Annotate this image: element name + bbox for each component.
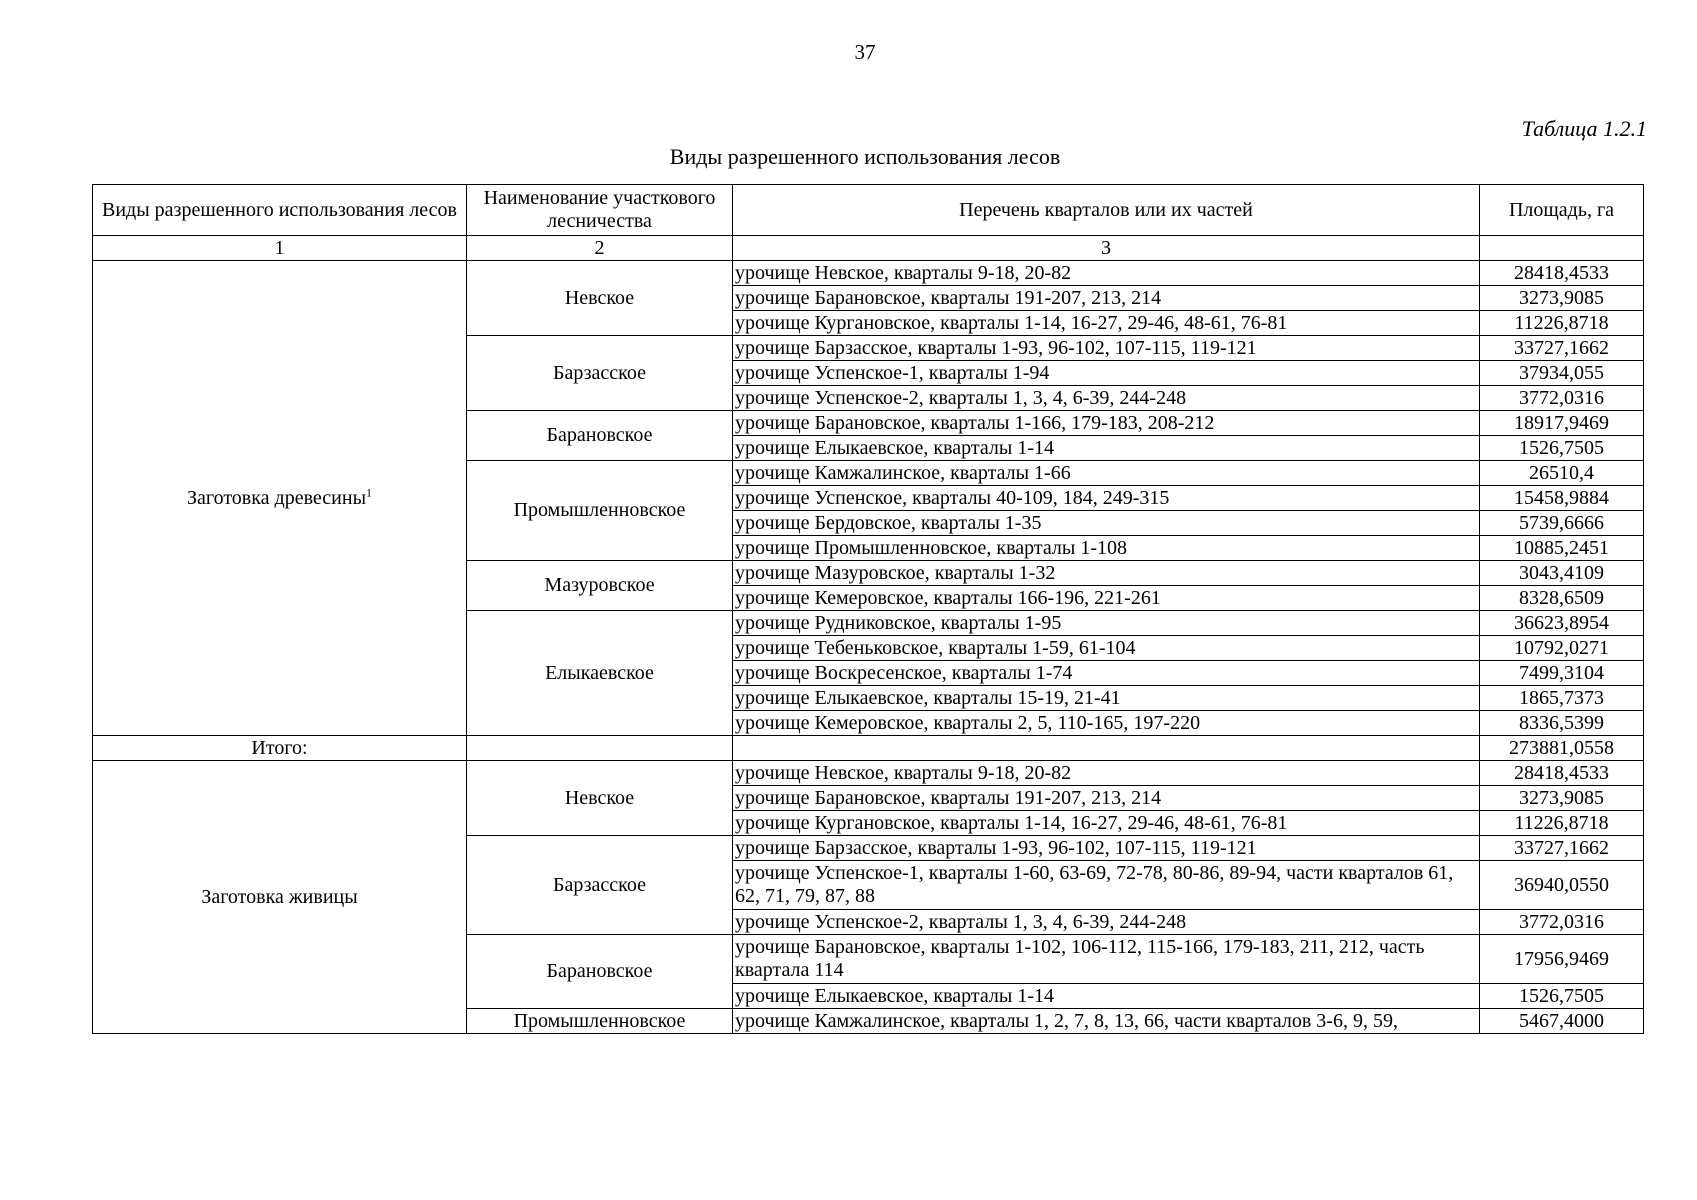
area-cell: 3043,4109 [1480, 561, 1644, 586]
area-cell: 1865,7373 [1480, 686, 1644, 711]
table-row [93, 261, 1644, 286]
column-number-row [93, 236, 1644, 261]
table-header-row [93, 185, 1644, 236]
area-cell: 11226,8718 [1480, 811, 1644, 836]
area-cell: 36940,0550 [1480, 861, 1644, 910]
use-type-label: Заготовка древесины [186, 486, 367, 509]
forestry-name: Мазуровское [467, 561, 733, 611]
area-cell: 26510,4 [1480, 461, 1644, 486]
quarters-cell: урочище Успенское-2, кварталы 1, 3, 4, 6-39, 244-248 [733, 386, 1480, 411]
quarters-cell: урочище Камжалинское, кварталы 1, 2, 7, 8, 13, 66, части кварталов 3-6, 9, 59, [733, 1009, 1480, 1034]
quarters-cell: урочище Успенское, кварталы 40-109, 184, 249-315 [733, 486, 1480, 511]
area-cell: 7499,3104 [1480, 661, 1644, 686]
group-resin-harvesting [93, 761, 1644, 1034]
quarters-cell: урочище Успенское-2, кварталы 1, 3, 4, 6-39, 244-248 [733, 910, 1480, 935]
quarters-cell: урочище Барановское, кварталы 1-102, 106-112, 115-166, 179-183, 211, 212, часть квартала 114 [733, 935, 1480, 984]
use-type-cell [93, 261, 467, 736]
total-value: 273881,0558 [1480, 736, 1644, 761]
header-quarters: Перечень кварталов или их частей [733, 185, 1480, 236]
quarters-cell: урочище Барзасское, кварталы 1-93, 96-102, 107-115, 119-121 [733, 836, 1480, 861]
area-cell: 5467,4000 [1480, 1009, 1644, 1034]
area-cell: 11226,8718 [1480, 311, 1644, 336]
area-cell: 1526,7505 [1480, 436, 1644, 461]
area-cell: 17956,9469 [1480, 935, 1644, 984]
page-number: 37 [854, 40, 876, 64]
forestry-name: Елыкаевское [467, 611, 733, 736]
area-cell: 15458,9884 [1480, 486, 1644, 511]
area-cell: 8336,5399 [1480, 711, 1644, 736]
quarters-cell: урочище Рудниковское, кварталы 1-95 [733, 611, 1480, 636]
quarters-cell: урочище Барановское, кварталы 191-207, 213, 214 [733, 286, 1480, 311]
area-cell: 1526,7505 [1480, 984, 1644, 1009]
quarters-cell: урочище Невское, кварталы 9-18, 20-82 [733, 261, 1480, 286]
area-cell: 10792,0271 [1480, 636, 1644, 661]
area-cell: 5739,6666 [1480, 511, 1644, 536]
area-cell: 3772,0316 [1480, 910, 1644, 935]
total-row [93, 736, 1644, 761]
quarters-cell: урочище Мазуровское, кварталы 1-32 [733, 561, 1480, 586]
quarters-cell: урочище Кемеровское, кварталы 2, 5, 110-165, 197-220 [733, 711, 1480, 736]
column-number: 1 [93, 236, 467, 261]
empty-cell [733, 736, 1480, 761]
table-label: Таблица 1.2.1 [1521, 116, 1647, 141]
group-timber-harvesting [93, 261, 1644, 736]
area-cell: 37934,055 [1480, 361, 1644, 386]
forest-use-table [92, 184, 1644, 1034]
header-area: Площадь, га [1480, 185, 1644, 236]
area-cell: 36623,8954 [1480, 611, 1644, 636]
use-type-cell [93, 761, 467, 1034]
quarters-cell: урочище Елыкаевское, кварталы 15-19, 21-41 [733, 686, 1480, 711]
area-cell: 3772,0316 [1480, 386, 1644, 411]
footnote-marker: 1 [366, 484, 373, 499]
quarters-cell: урочище Барановское, кварталы 1-166, 179-183, 208-212 [733, 411, 1480, 436]
area-cell: 3273,9085 [1480, 286, 1644, 311]
forestry-name: Барзасское [467, 336, 733, 411]
quarters-cell: урочище Успенское-1, кварталы 1-94 [733, 361, 1480, 386]
header-use-type: Виды разрешенного использования лесов [93, 185, 467, 236]
area-cell: 8328,6509 [1480, 586, 1644, 611]
column-number [1480, 236, 1644, 261]
header-forestry: Наименование участкового лесничества [467, 185, 733, 236]
quarters-cell: урочище Елыкаевское, кварталы 1-14 [733, 436, 1480, 461]
quarters-cell: урочище Невское, кварталы 9-18, 20-82 [733, 761, 1480, 786]
quarters-cell: урочище Кемеровское, кварталы 166-196, 221-261 [733, 586, 1480, 611]
table-row [93, 761, 1644, 786]
area-cell: 28418,4533 [1480, 761, 1644, 786]
quarters-cell: урочище Барановское, кварталы 191-207, 213, 214 [733, 786, 1480, 811]
forestry-name: Барзасское [467, 836, 733, 935]
area-cell: 18917,9469 [1480, 411, 1644, 436]
empty-cell [467, 736, 733, 761]
quarters-cell: урочище Успенское-1, кварталы 1-60, 63-69, 72-78, 80-86, 89-94, части кварталов 61, 62, 71, 79, 87, 88 [733, 861, 1480, 910]
use-type-label: Заготовка живицы [201, 885, 358, 908]
column-number: 3 [733, 236, 1480, 261]
forestry-name: Промышленновское [467, 1009, 733, 1034]
forestry-name: Промышленновское [467, 461, 733, 561]
forestry-name: Невское [467, 761, 733, 836]
area-cell: 33727,1662 [1480, 836, 1644, 861]
quarters-cell: урочище Кургановское, кварталы 1-14, 16-27, 29-46, 48-61, 76-81 [733, 311, 1480, 336]
quarters-cell: урочище Кургановское, кварталы 1-14, 16-27, 29-46, 48-61, 76-81 [733, 811, 1480, 836]
table-title: Виды разрешенного использования лесов [669, 144, 1061, 169]
total-section [93, 736, 1644, 761]
area-cell: 3273,9085 [1480, 786, 1644, 811]
forestry-name: Барановское [467, 935, 733, 1009]
forestry-name: Барановское [467, 411, 733, 461]
quarters-cell: урочище Камжалинское, кварталы 1-66 [733, 461, 1480, 486]
forestry-name: Невское [467, 261, 733, 336]
column-number: 2 [467, 236, 733, 261]
quarters-cell: урочище Воскресенское, кварталы 1-74 [733, 661, 1480, 686]
area-cell: 10885,2451 [1480, 536, 1644, 561]
quarters-cell: урочище Бердовское, кварталы 1-35 [733, 511, 1480, 536]
quarters-cell: урочище Барзасское, кварталы 1-93, 96-102, 107-115, 119-121 [733, 336, 1480, 361]
quarters-cell: урочище Промышленновское, кварталы 1-108 [733, 536, 1480, 561]
total-label: Итого: [93, 736, 467, 761]
quarters-cell: урочище Тебеньковское, кварталы 1-59, 61-104 [733, 636, 1480, 661]
area-cell: 33727,1662 [1480, 336, 1644, 361]
quarters-cell: урочище Елыкаевское, кварталы 1-14 [733, 984, 1480, 1009]
area-cell: 28418,4533 [1480, 261, 1644, 286]
